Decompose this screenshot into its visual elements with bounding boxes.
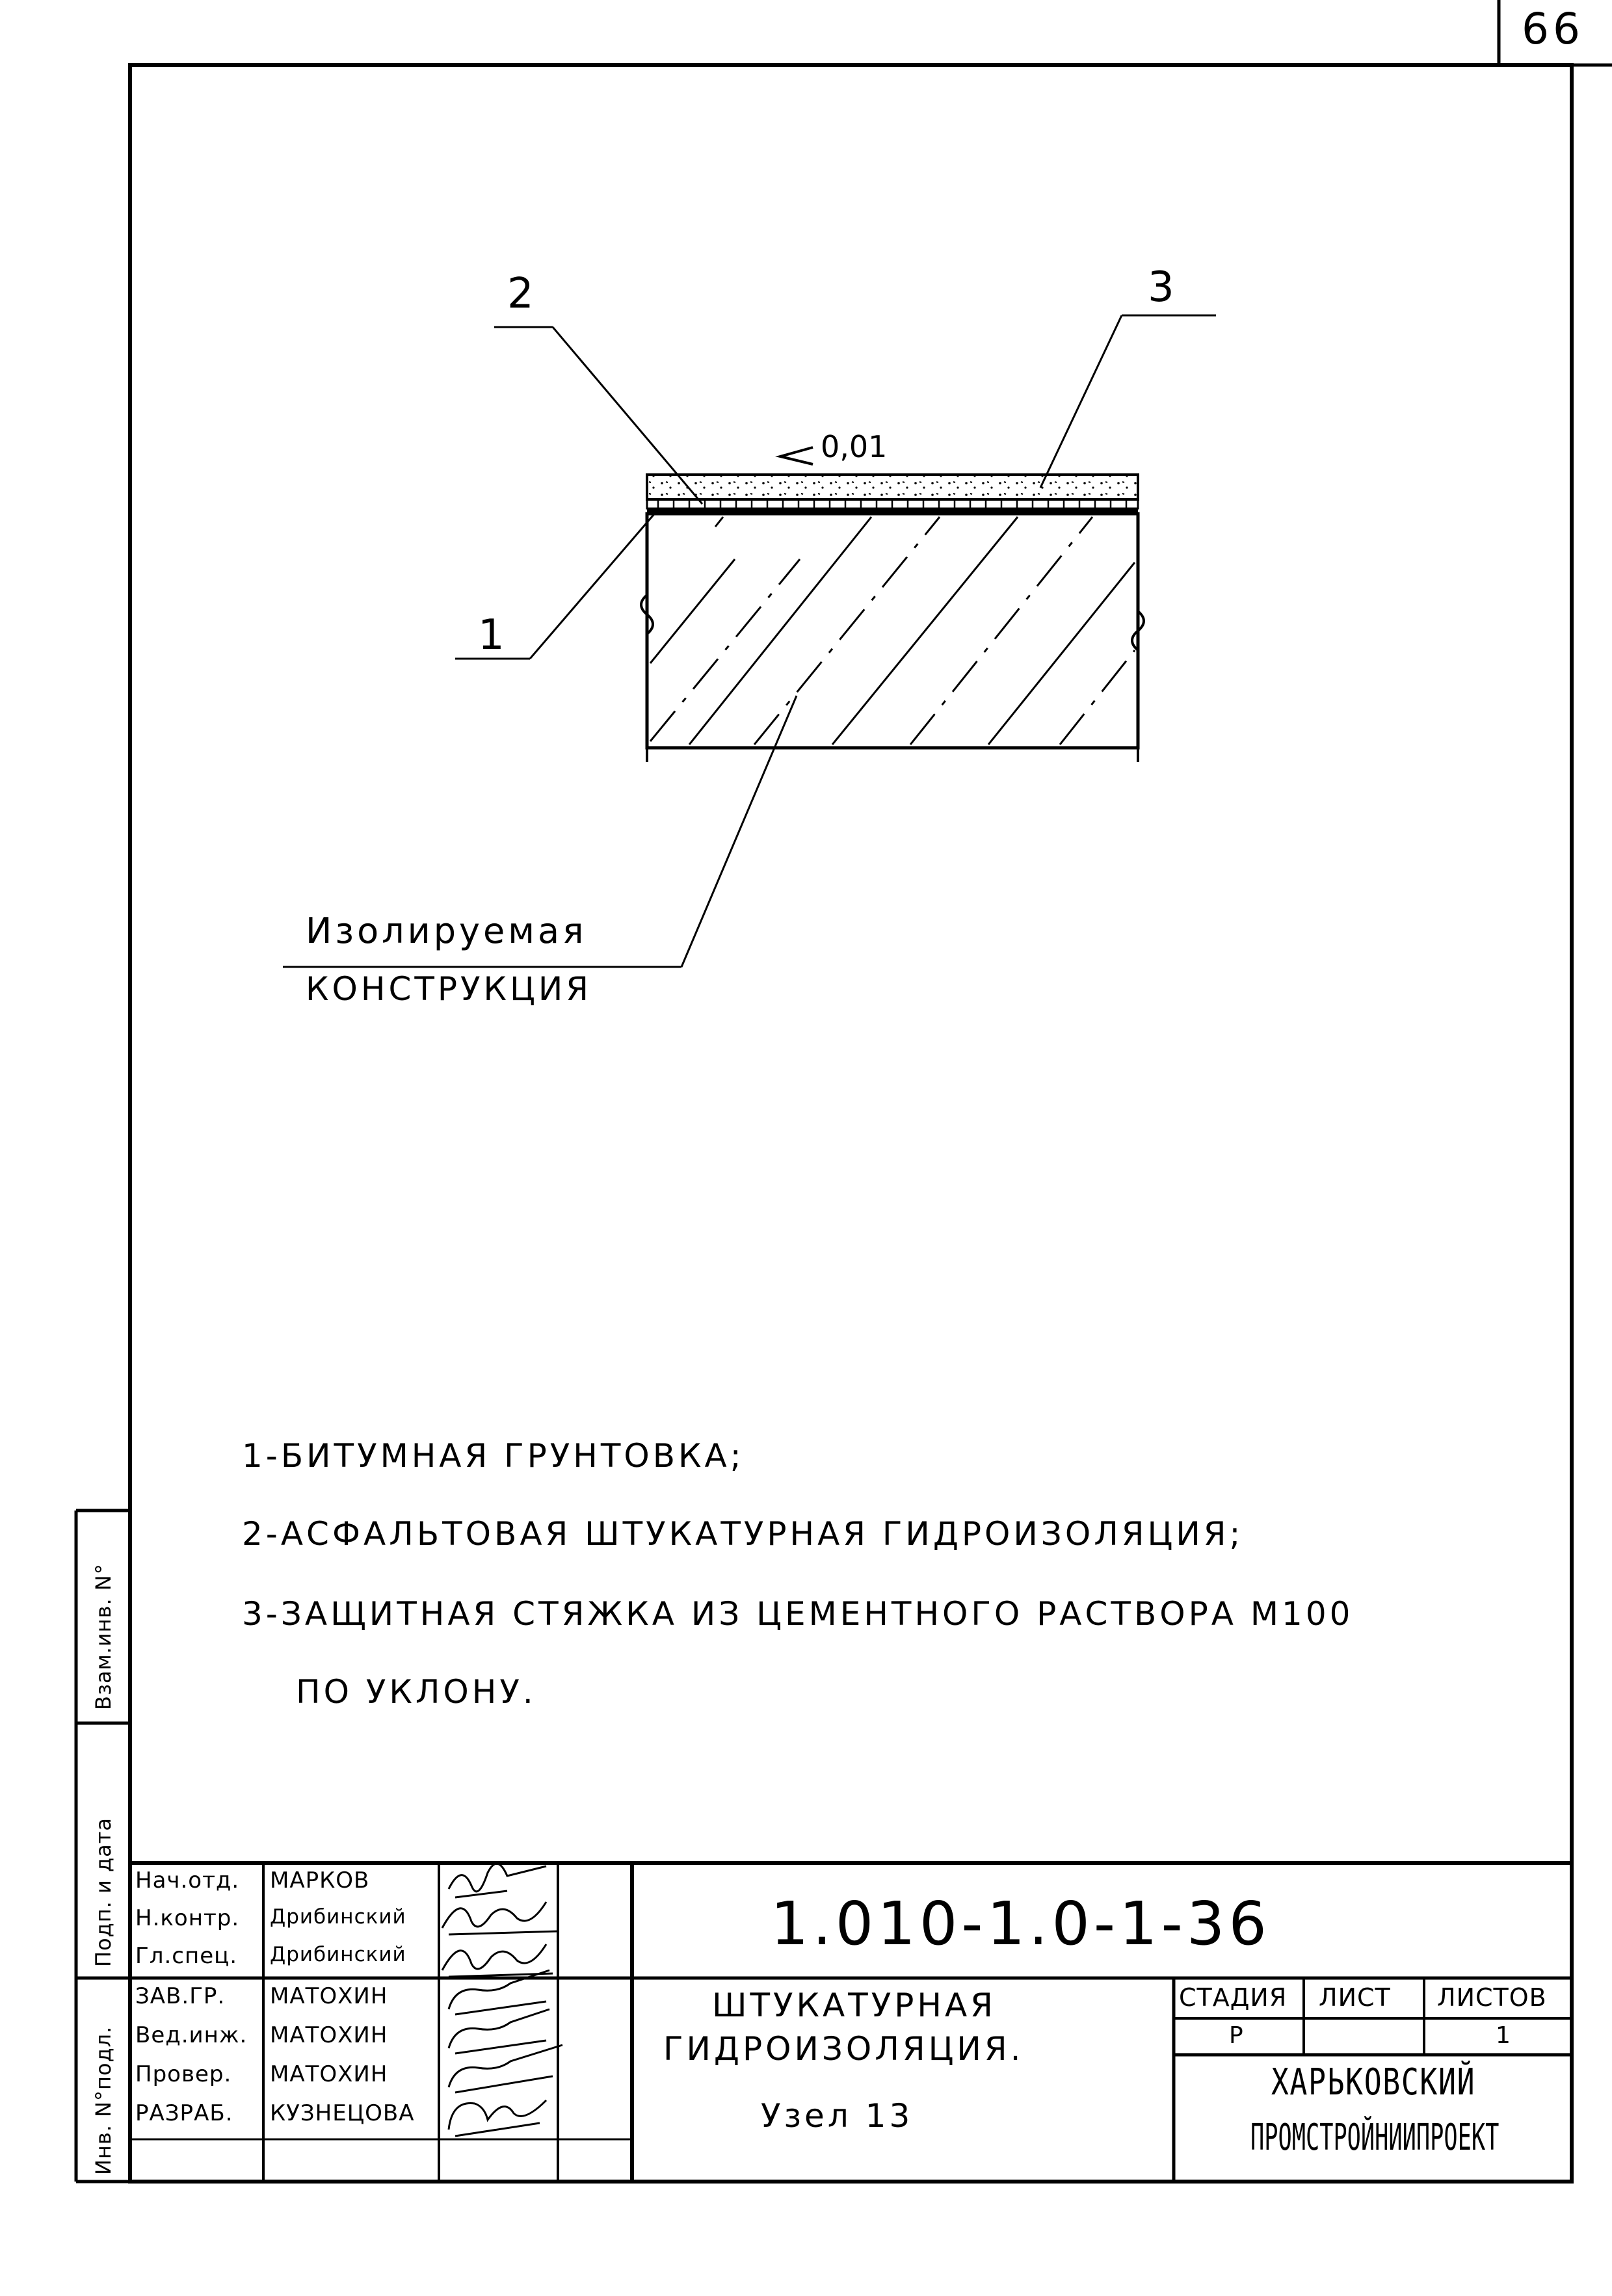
note-4: ПО УКЛОНУ.	[296, 1673, 536, 1711]
sheets-value: 1	[1496, 2022, 1511, 2049]
layer-1-primer	[647, 508, 1138, 514]
callout-1: 1	[478, 611, 505, 659]
organization-line1: ХАРЬКОВСКИЙ	[1271, 2061, 1476, 2104]
name-7: КУЗНЕЦОВА	[270, 2100, 415, 2126]
margin-inv-podl: Инв. N°подл.	[91, 2025, 116, 2175]
slope-value: 0,01	[821, 429, 888, 464]
drawing-title-line3: Узел 13	[761, 2097, 914, 2135]
organization-line2: ПРОМСТРОЙНИИПРОЕКТ	[1250, 2117, 1500, 2159]
drawing-title-line2: ГИДРОИЗОЛЯЦИЯ.	[663, 2030, 1024, 2068]
name-4: МАТОХИН	[270, 1983, 388, 2009]
page-number: 66	[1522, 4, 1584, 54]
name-3: Дрибинский	[270, 1943, 406, 1966]
note-1: 1-БИТУМНАЯ ГРУНТОВКА;	[242, 1437, 745, 1475]
role-4: ЗАВ.ГР.	[135, 1983, 226, 2009]
role-3: Гл.спец.	[135, 1943, 238, 1969]
role-6: Провер.	[135, 2061, 232, 2087]
stage-header: СТАДИЯ	[1179, 1983, 1288, 2012]
concrete-hatch	[650, 517, 1135, 745]
signature-3	[442, 1944, 553, 1977]
role-7: РАЗРАБ.	[135, 2100, 233, 2126]
callout-3: 3	[1148, 263, 1174, 311]
sheets-header: ЛИСТОВ	[1437, 1983, 1547, 2012]
signature-1	[449, 1864, 546, 1897]
signature-5	[449, 2009, 549, 2053]
signature-2	[442, 1902, 559, 1934]
callout-2: 2	[507, 270, 534, 318]
layer-3-screed	[647, 475, 1138, 499]
margin-vzam-inv: Взам.инв. N°	[91, 1563, 116, 1710]
structure-label-line2: КОНСТРУКЦИЯ	[306, 970, 592, 1008]
signatures	[442, 1864, 562, 2136]
role-5: Вед.инж.	[135, 2022, 248, 2048]
name-5: МАТОХИН	[270, 2022, 388, 2048]
role-2: Н.контр.	[135, 1905, 240, 1931]
section-drawing	[283, 315, 1216, 967]
name-1: МАРКОВ	[270, 1867, 370, 1894]
role-1: Нач.отд.	[135, 1867, 240, 1894]
note-3: 3-ЗАЩИТНАЯ СТЯЖКА ИЗ ЦЕМЕНТНОГО РАСТВОРА М100	[242, 1595, 1354, 1633]
name-2: Дрибинский	[270, 1905, 406, 1929]
drawing-designation: 1.010-1.0-1-36	[771, 1889, 1271, 1959]
stage-value: Р	[1229, 2022, 1244, 2049]
slope-symbol	[780, 447, 813, 464]
note-2: 2-АСФАЛЬТОВАЯ ШТУКАТУРНАЯ ГИДРОИЗОЛЯЦИЯ;	[242, 1515, 1244, 1553]
layer-2-asphalt	[647, 499, 1138, 508]
signature-7	[449, 2100, 546, 2136]
sheet-header: ЛИСТ	[1319, 1983, 1391, 2012]
structure-label-line1: Изолируемая	[306, 910, 587, 951]
name-6: МАТОХИН	[270, 2061, 388, 2087]
margin-podp-data: Подп. и дата	[91, 1817, 116, 1967]
drawing-title-line1: ШТУКАТУРНАЯ	[712, 1986, 996, 2024]
